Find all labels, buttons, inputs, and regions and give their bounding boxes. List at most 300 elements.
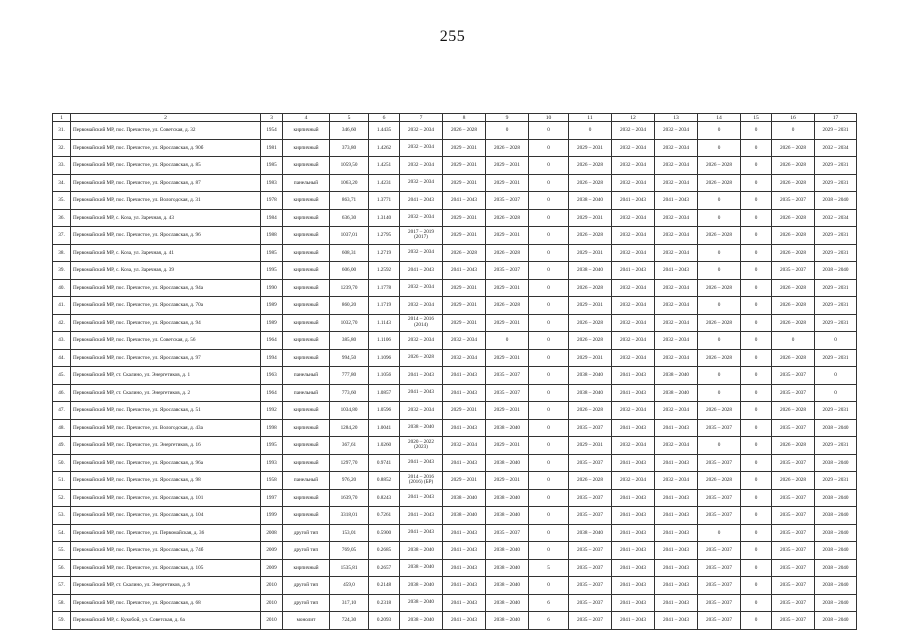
table-cell: 2026 – 2028	[698, 314, 741, 332]
table-cell: 994,50	[330, 349, 369, 367]
table-row	[53, 542, 857, 560]
table-cell: 2032 – 2034	[400, 157, 443, 175]
table-cell: 0	[741, 349, 772, 367]
table-cell: 2026 – 2028	[772, 139, 815, 157]
table-cell: 2032 – 2034	[612, 472, 655, 490]
table-cell: 0	[698, 384, 741, 402]
table-cell: 2038 – 2040	[400, 594, 443, 612]
table-cell: 2032 – 2034	[612, 122, 655, 140]
table-cell: 2041 – 2043	[443, 454, 486, 472]
table-cell: 2032 – 2034	[400, 244, 443, 262]
table-cell: 2038 – 2040	[400, 577, 443, 595]
table-cell: 1.3140	[369, 209, 400, 227]
table-cell: 2041 – 2043	[443, 419, 486, 437]
table-row	[53, 192, 857, 210]
table-cell: 2038 – 2040	[815, 542, 857, 560]
table-cell: 2041 – 2043	[443, 367, 486, 385]
table-cell: кирпичный	[283, 192, 330, 210]
table-cell: кирпичный	[283, 297, 330, 315]
table-row	[53, 437, 857, 455]
table-cell: 1993	[261, 454, 283, 472]
table-cell: 0	[741, 139, 772, 157]
row-number-cell: 47.	[53, 402, 71, 420]
address-cell: Первомайский МР, пос. Пречистое, ул. Ярославская, д. 68	[71, 594, 261, 612]
table-cell: 2026 – 2028	[569, 279, 612, 297]
table-cell: 0.9741	[369, 454, 400, 472]
table-cell: 2032 – 2034	[612, 279, 655, 297]
table-cell: 2029 – 2031	[815, 349, 857, 367]
table-row	[53, 314, 857, 332]
table-cell: 724,30	[330, 612, 369, 630]
row-number-cell: 37.	[53, 227, 71, 245]
table-cell: 1964	[261, 384, 283, 402]
table-cell: 0	[698, 437, 741, 455]
table-cell: 1981	[261, 139, 283, 157]
row-number-cell: 58.	[53, 594, 71, 612]
table-cell: 2035 – 2037	[486, 192, 529, 210]
table-cell: 2029 – 2031	[815, 402, 857, 420]
row-number-cell: 51.	[53, 472, 71, 490]
table-row	[53, 227, 857, 245]
table-cell: 0	[741, 524, 772, 542]
table-cell: 2038 – 2040	[400, 419, 443, 437]
table-cell: 0	[529, 244, 569, 262]
table-cell: 2032 – 2034	[655, 279, 698, 297]
table-row	[53, 174, 857, 192]
column-number: 12	[612, 114, 655, 122]
table-cell: 2041 – 2043	[400, 367, 443, 385]
table-cell: кирпичный	[283, 437, 330, 455]
table-cell: 2035 – 2037	[698, 419, 741, 437]
address-cell: Первомайский МР, пос. Пречистое, ул. Первомайская, д. 36	[71, 524, 261, 542]
table-cell: 1.0260	[369, 437, 400, 455]
table-cell: 2041 – 2043	[655, 507, 698, 525]
table-cell: 1954	[261, 122, 283, 140]
table-cell: 2032 – 2034	[655, 227, 698, 245]
table-cell: 2035 – 2037	[698, 612, 741, 630]
table-cell: 2041 – 2043	[655, 419, 698, 437]
table-cell: 1985	[261, 244, 283, 262]
table-cell: 2038 – 2040	[815, 524, 857, 542]
table-cell: 2035 – 2037	[569, 454, 612, 472]
table-cell: 2041 – 2043	[400, 524, 443, 542]
table-cell: 1.1106	[369, 332, 400, 350]
table-cell: 2010	[261, 612, 283, 630]
table-row	[53, 454, 857, 472]
table-cell: 0	[741, 332, 772, 350]
table-cell: 2026 – 2028	[772, 297, 815, 315]
address-cell: Первомайский МР, пос. Пречистое, ул. Ярославская, д. 87	[71, 174, 261, 192]
column-number: 4	[283, 114, 330, 122]
table-cell: 2038 – 2040	[443, 507, 486, 525]
table-cell: 2038 – 2040	[815, 454, 857, 472]
table-cell: 2035 – 2037	[569, 542, 612, 560]
table-cell: 2041 – 2043	[400, 192, 443, 210]
table-cell: 0	[772, 332, 815, 350]
table-cell: 1.4435	[369, 122, 400, 140]
table-cell: 2029 – 2031	[443, 157, 486, 175]
table-cell: 0	[741, 174, 772, 192]
table-cell: 0	[529, 507, 569, 525]
address-cell: Первомайский МР, пос. Пречистое, ул. Ярославская, д. 105	[71, 559, 261, 577]
table-cell: 2026 – 2028	[443, 244, 486, 262]
address-cell: Первомайский МР, с. Коза, ул. Заречная, д. 39	[71, 262, 261, 280]
table-cell: 0	[529, 542, 569, 560]
table-cell: панельный	[283, 384, 330, 402]
address-cell: Первомайский МР, пос. Пречистое, ул. Вологодская, д. 43а	[71, 419, 261, 437]
table-cell: 2035 – 2037	[772, 367, 815, 385]
table-cell: 1034,80	[330, 402, 369, 420]
table-cell: 2038 – 2040	[486, 577, 529, 595]
table-cell: 2038 – 2040	[815, 192, 857, 210]
table-row	[53, 384, 857, 402]
table-row	[53, 489, 857, 507]
table-cell: 0	[569, 122, 612, 140]
table-cell: 1997	[261, 489, 283, 507]
table-cell: 0	[529, 174, 569, 192]
address-cell: Первомайский МР, пос. Пречистое, ул. Ярославская, д. 97	[71, 349, 261, 367]
registry-table	[52, 113, 857, 630]
table-cell: 0	[529, 192, 569, 210]
table-cell: 2026 – 2028	[569, 157, 612, 175]
table-cell: 1994	[261, 349, 283, 367]
table-cell: 0.8852	[369, 472, 400, 490]
table-cell: 1.1056	[369, 367, 400, 385]
table-cell: 1988	[261, 227, 283, 245]
address-cell: Первомайский МР, ст. Скалино, ул. Энергетиков, д. 9	[71, 577, 261, 595]
table-cell: 1059,50	[330, 157, 369, 175]
table-cell: 2038 – 2040	[815, 612, 857, 630]
table-cell: 1.1719	[369, 297, 400, 315]
table-cell: 2032 – 2034	[655, 157, 698, 175]
table-cell: 0	[529, 227, 569, 245]
table-cell: 863,71	[330, 192, 369, 210]
table-cell: другой тип	[283, 577, 330, 595]
table-cell: 1995	[261, 437, 283, 455]
table-cell: 0	[741, 454, 772, 472]
table-cell: 1.1778	[369, 279, 400, 297]
table-cell: 2029 – 2031	[443, 227, 486, 245]
table-cell: 2029 – 2031	[486, 174, 529, 192]
table-cell: 1032,70	[330, 314, 369, 332]
table-cell: 2035 – 2037	[486, 262, 529, 280]
table-cell: 2041 – 2043	[655, 577, 698, 595]
table-cell: 2035 – 2037	[698, 542, 741, 560]
table-cell: 2041 – 2043	[655, 594, 698, 612]
table-cell: 2041 – 2043	[400, 507, 443, 525]
table-row	[53, 577, 857, 595]
table-cell: 2038 – 2040	[815, 577, 857, 595]
table-cell: 0	[529, 139, 569, 157]
table-cell: 2041 – 2043	[655, 524, 698, 542]
table-cell: 0	[741, 192, 772, 210]
table-row	[53, 507, 857, 525]
address-cell: Первомайский МР, пос. Пречистое, ул. Советская, д. 32	[71, 122, 261, 140]
table-cell: 0	[815, 332, 857, 350]
table-cell: 2032 – 2034	[655, 332, 698, 350]
table-cell: 636,30	[330, 209, 369, 227]
table-cell: 2041 – 2043	[655, 559, 698, 577]
table-cell: 2032 – 2034	[612, 349, 655, 367]
table-cell: 2035 – 2037	[569, 577, 612, 595]
table-cell: 2029 – 2031	[486, 227, 529, 245]
table-cell: кирпичный	[283, 489, 330, 507]
table-cell: кирпичный	[283, 279, 330, 297]
table-cell: 1.4231	[369, 174, 400, 192]
address-cell: Первомайский МР, с. Коза, ул. Заречная, д. 41	[71, 244, 261, 262]
table-cell: 2029 – 2031	[569, 437, 612, 455]
table-cell: 2041 – 2043	[400, 262, 443, 280]
table-cell: 2041 – 2043	[400, 454, 443, 472]
table-cell: 2041 – 2043	[443, 262, 486, 280]
table-cell: 0	[698, 262, 741, 280]
table-cell: 0	[741, 472, 772, 490]
table-cell: 1.2719	[369, 244, 400, 262]
table-cell: кирпичный	[283, 454, 330, 472]
table-row	[53, 472, 857, 490]
table-cell: 1999	[261, 507, 283, 525]
table-cell: 2041 – 2043	[655, 542, 698, 560]
row-number-cell: 45.	[53, 367, 71, 385]
table-cell: 0	[741, 507, 772, 525]
table-cell: 2029 – 2031	[815, 157, 857, 175]
row-number-cell: 48.	[53, 419, 71, 437]
table-cell: 2026 – 2028	[772, 472, 815, 490]
table-cell: 2026 – 2028	[772, 209, 815, 227]
table-cell: 2026 – 2028	[772, 402, 815, 420]
table-cell: 0	[772, 122, 815, 140]
table-cell: 2029 – 2031	[569, 297, 612, 315]
header-row	[53, 114, 857, 122]
table-cell: 1.2592	[369, 262, 400, 280]
table-cell: 2029 – 2031	[486, 402, 529, 420]
table-cell: 2026 – 2028	[569, 472, 612, 490]
table-cell: 0	[529, 279, 569, 297]
table-cell: 0	[815, 384, 857, 402]
table-cell: 2032 – 2034	[655, 314, 698, 332]
table-cell: 1989	[261, 297, 283, 315]
table-cell: 0	[741, 279, 772, 297]
table-cell: 2032 – 2034	[655, 437, 698, 455]
table-cell: 1.2795	[369, 227, 400, 245]
table-cell: 2041 – 2043	[443, 559, 486, 577]
column-number: 6	[369, 114, 400, 122]
table-cell: 0.2093	[369, 612, 400, 630]
table-row	[53, 157, 857, 175]
table-cell: 2032 – 2034	[443, 437, 486, 455]
table-cell: 2038 – 2040	[815, 489, 857, 507]
table-cell: 2032 – 2034	[655, 349, 698, 367]
table-cell: 2029 – 2031	[443, 472, 486, 490]
table-cell: 2041 – 2043	[655, 612, 698, 630]
table-cell: 2029 – 2031	[569, 209, 612, 227]
table-cell: 2041 – 2043	[443, 542, 486, 560]
table-cell: 6	[529, 594, 569, 612]
table-cell: кирпичный	[283, 507, 330, 525]
table-cell: 2038 – 2040	[443, 489, 486, 507]
table-cell: 2029 – 2031	[486, 279, 529, 297]
row-number-cell: 33.	[53, 157, 71, 175]
table-cell: 2041 – 2043	[612, 489, 655, 507]
table-cell: 367,61	[330, 437, 369, 455]
table-cell: 2035 – 2037	[772, 454, 815, 472]
table-cell: 2038 – 2040	[400, 559, 443, 577]
address-cell: Первомайский МР, пос. Пречистое, ул. Ярославская, д. 74б	[71, 542, 261, 560]
table-cell: другой тип	[283, 594, 330, 612]
table-cell: 2041 – 2043	[443, 524, 486, 542]
row-number-cell: 54.	[53, 524, 71, 542]
table-cell: 2029 – 2031	[443, 314, 486, 332]
table-row	[53, 209, 857, 227]
table-cell: кирпичный	[283, 262, 330, 280]
column-number: 3	[261, 114, 283, 122]
table-cell: 0	[741, 122, 772, 140]
table-cell: 2038 – 2040	[486, 612, 529, 630]
table-cell: 1239,70	[330, 279, 369, 297]
table-cell: кирпичный	[283, 559, 330, 577]
table-cell: 2038 – 2040	[655, 367, 698, 385]
table-cell: 2029 – 2031	[443, 279, 486, 297]
table-cell: 0	[741, 402, 772, 420]
table-cell: 0	[529, 297, 569, 315]
table-cell: 2026 – 2028	[772, 157, 815, 175]
table-cell: 0	[529, 454, 569, 472]
address-cell: Первомайский МР, ст. Скалино, ул. Энергетиков, д. 1	[71, 367, 261, 385]
table-cell: 2032 – 2034	[655, 209, 698, 227]
table-cell: 2029 – 2031	[815, 174, 857, 192]
column-number-header	[53, 114, 857, 122]
table-cell: 0	[529, 419, 569, 437]
row-number-cell: 55.	[53, 542, 71, 560]
table-cell: 2038 – 2040	[569, 192, 612, 210]
table-cell: 0	[741, 612, 772, 630]
table-cell: 2029 – 2031	[815, 314, 857, 332]
table-cell: 2032 – 2034	[443, 349, 486, 367]
column-number: 5	[330, 114, 369, 122]
table-cell: 2035 – 2037	[772, 542, 815, 560]
table-cell: кирпичный	[283, 419, 330, 437]
table-cell: кирпичный	[283, 244, 330, 262]
table-cell: 1985	[261, 157, 283, 175]
table-row	[53, 279, 857, 297]
table-cell: 2041 – 2043	[612, 384, 655, 402]
row-number-cell: 49.	[53, 437, 71, 455]
table-cell: 1.1143	[369, 314, 400, 332]
table-cell: 2032 – 2034	[655, 402, 698, 420]
table-cell: 2032 – 2034	[655, 174, 698, 192]
column-number: 9	[486, 114, 529, 122]
table-cell: 0	[529, 472, 569, 490]
table-cell: 2029 – 2031	[569, 349, 612, 367]
table-cell: 2041 – 2043	[612, 262, 655, 280]
table-cell: 1037,01	[330, 227, 369, 245]
table-cell: 860,20	[330, 297, 369, 315]
address-cell: Первомайский МР, пос. Пречистое, ул. Ярославская, д. 96а	[71, 454, 261, 472]
column-number: 15	[741, 114, 772, 122]
row-number-cell: 52.	[53, 489, 71, 507]
table-cell: 2038 – 2040	[569, 262, 612, 280]
table-cell: 2035 – 2037	[569, 594, 612, 612]
table-row	[53, 419, 857, 437]
table-cell: кирпичный	[283, 349, 330, 367]
table-cell: 2038 – 2040	[486, 489, 529, 507]
table-cell: 1998	[261, 419, 283, 437]
table-cell: 2026 – 2028	[698, 402, 741, 420]
table-row	[53, 244, 857, 262]
table-cell: 2041 – 2043	[400, 384, 443, 402]
table-cell: 2032 – 2034	[443, 332, 486, 350]
table-cell: 0	[741, 594, 772, 612]
table-cell: 0	[698, 524, 741, 542]
table-row	[53, 524, 857, 542]
address-cell: Первомайский МР, пос. Пречистое, ул. Ярославская, д. 94	[71, 314, 261, 332]
table-cell: 2035 – 2037	[569, 419, 612, 437]
table-cell: 1.0857	[369, 384, 400, 402]
row-number-cell: 36.	[53, 209, 71, 227]
table-cell: 2026 – 2028	[486, 139, 529, 157]
address-cell: Первомайский МР, с. Кукобой, ул. Советская, д. 6а	[71, 612, 261, 630]
column-number: 13	[655, 114, 698, 122]
table-cell: 0	[486, 332, 529, 350]
table-row	[53, 594, 857, 612]
table-cell: 0	[741, 559, 772, 577]
table-cell: 373,80	[330, 139, 369, 157]
table-cell: 2032 – 2034	[612, 402, 655, 420]
table-cell: 2029 – 2031	[815, 437, 857, 455]
table-cell: 2038 – 2040	[815, 262, 857, 280]
address-cell: Первомайский МР, пос. Пречистое, ул. Энергетиков, д. 16	[71, 437, 261, 455]
table-row	[53, 402, 857, 420]
table-cell: 2029 – 2031	[815, 279, 857, 297]
table-cell: 2035 – 2037	[569, 559, 612, 577]
table-cell: 3318,01	[330, 507, 369, 525]
table-cell: 2035 – 2037	[698, 489, 741, 507]
table-cell: 0	[741, 384, 772, 402]
table-cell: 2026 – 2028	[772, 244, 815, 262]
table-cell: 0.2657	[369, 559, 400, 577]
table-cell: 2029 – 2031	[815, 227, 857, 245]
table-cell: 0	[698, 297, 741, 315]
table-cell: 0.7261	[369, 507, 400, 525]
table-cell: 2020 – 2022 (2023)	[400, 437, 443, 455]
table-cell: 2009	[261, 542, 283, 560]
table-cell: 2026 – 2028	[698, 349, 741, 367]
table-cell: 2041 – 2043	[655, 454, 698, 472]
table-cell: 0	[741, 297, 772, 315]
table-cell: 0	[529, 402, 569, 420]
table-cell: другой тип	[283, 524, 330, 542]
table-cell: 2026 – 2028	[772, 227, 815, 245]
table-row	[53, 349, 857, 367]
table-cell: 1995	[261, 262, 283, 280]
row-number-cell: 35.	[53, 192, 71, 210]
table-cell: 0	[815, 367, 857, 385]
table-cell: 1.1096	[369, 349, 400, 367]
table-cell: 0.2685	[369, 542, 400, 560]
table-cell: 346,60	[330, 122, 369, 140]
table-cell: 1978	[261, 192, 283, 210]
table-cell: 2041 – 2043	[443, 192, 486, 210]
table-cell: 2041 – 2043	[443, 612, 486, 630]
table-cell: 2035 – 2037	[772, 524, 815, 542]
table-cell: 2026 – 2028	[569, 314, 612, 332]
table-cell: 5	[529, 559, 569, 577]
row-number-cell: 32.	[53, 139, 71, 157]
table-cell: 2041 – 2043	[612, 454, 655, 472]
table-cell: 2009	[261, 559, 283, 577]
table-cell: 1.3771	[369, 192, 400, 210]
table-cell: кирпичный	[283, 402, 330, 420]
